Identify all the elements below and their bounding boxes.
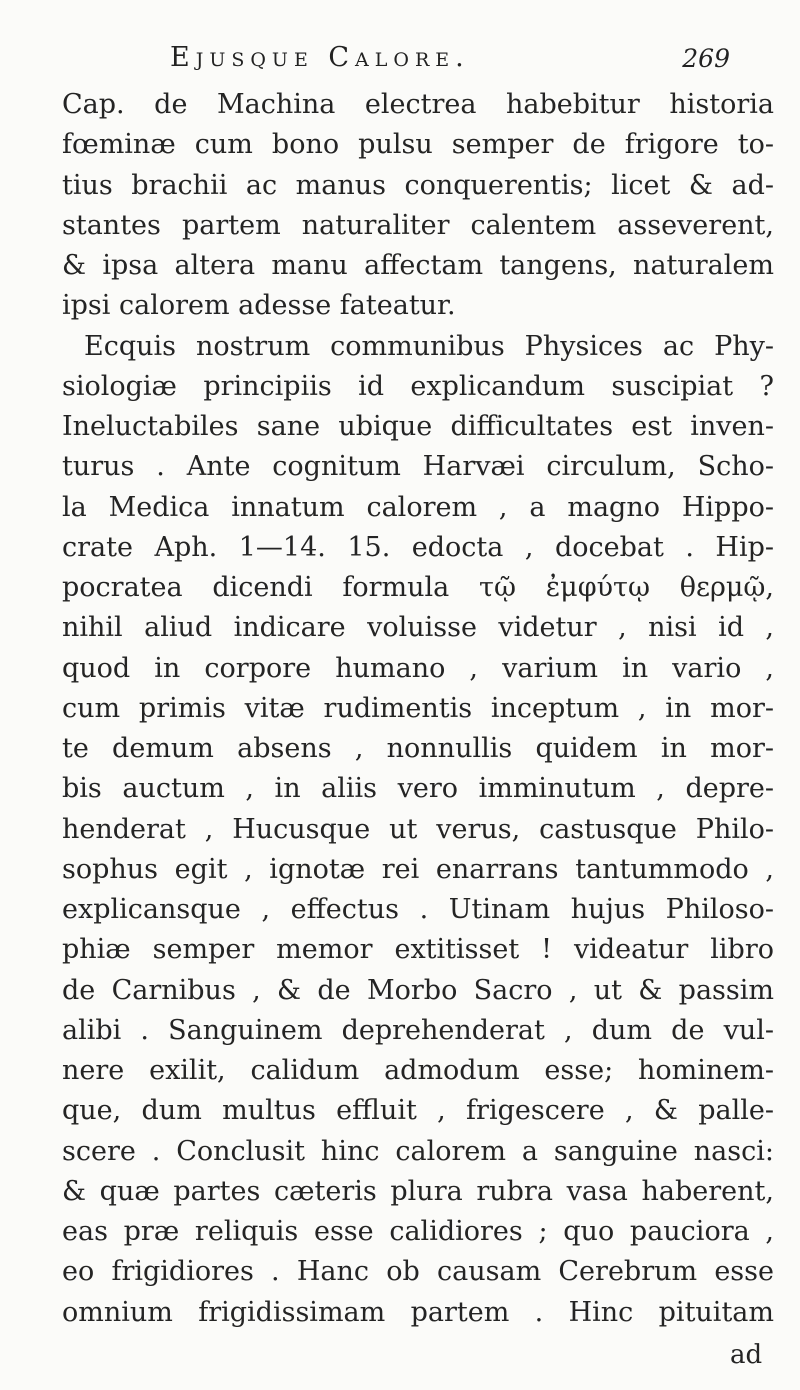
running-title: Ejusque Calore.	[170, 42, 470, 73]
text-line: alibi . Sanguinem deprehenderat , dum de vul-	[62, 1014, 774, 1046]
text-line: omnium frigidissimam partem . Hinc pituitam	[62, 1296, 774, 1328]
text-line: & quæ partes cæteris plura rubra vasa haberent,	[62, 1175, 774, 1207]
text-line: de Carnibus , & de Morbo Sacro , ut & passim	[62, 974, 774, 1006]
text-line: sophus egit , ignotæ rei enarrans tantummodo ,	[62, 853, 774, 885]
text-line: ipsi calorem adesse fateatur.	[62, 290, 456, 322]
text-line: scere . Conclusit hinc calorem a sanguine nasci:	[62, 1135, 774, 1167]
text-line: stantes partem naturaliter calentem asseverent,	[62, 209, 774, 241]
text-line: Cap. de Machina electrea habebitur historia	[62, 89, 774, 120]
text-line: la Medica innatum calorem , a magno Hippo-	[62, 491, 774, 523]
text-line: eo frigidiores . Hanc ob causam Cerebrum esse	[62, 1256, 774, 1288]
text-line: fœminæ cum bono pulsu semper de frigore to-	[62, 129, 774, 161]
text-line: Ecquis nostrum communibus Physices ac Phy-	[84, 330, 774, 362]
page-number: 269	[682, 44, 730, 73]
text-line: explicansque , effectus . Utinam hujus Philoso-	[62, 894, 774, 925]
text-line: pocratea dicendi formula τῷ ἐμφύτῳ θερμῷ,	[62, 572, 774, 603]
text-line: phiæ semper memor extitisset ! videatur libro	[62, 934, 774, 966]
text-line: Ineluctabiles sane ubique difficultates est inven-	[62, 411, 774, 442]
text-line: te demum absens , nonnullis quidem in mor-	[62, 733, 774, 764]
text-line: que, dum multus effluit , frigescere , & palle-	[62, 1095, 774, 1127]
text-line: cum primis vitæ rudimentis inceptum , in mor-	[62, 692, 774, 724]
text-line: siologiæ principiis id explicandum suscipiat ?	[62, 370, 774, 402]
text-line: nihil aliud indicare voluisse videtur , nisi id ,	[62, 612, 774, 644]
text-line: & ipsa altera manu affectam tangens, naturalem	[62, 250, 774, 281]
text-line: bis auctum , in aliis vero imminutum , depre-	[62, 773, 774, 805]
text-line: crate Aph. 1—14. 15. edocta , docebat . Hip-	[62, 531, 774, 563]
text-line: turus . Ante cognitum Harvæi circulum, Scho-	[62, 451, 774, 483]
text-line: nere exilit, calidum admodum esse; hominem-	[62, 1055, 774, 1086]
running-head	[170, 42, 730, 82]
catchword: ad	[730, 1340, 763, 1370]
text-line: tius brachii ac manus conquerentis; licet & ad-	[62, 169, 774, 201]
text-line: henderat , Hucusque ut verus, castusque Philo-	[62, 813, 774, 845]
text-line: quod in corpore humano , varium in vario ,	[62, 652, 774, 684]
body-text	[62, 85, 774, 1333]
text-line: eas præ reliquis esse calidiores ; quo pauciora ,	[62, 1216, 774, 1247]
